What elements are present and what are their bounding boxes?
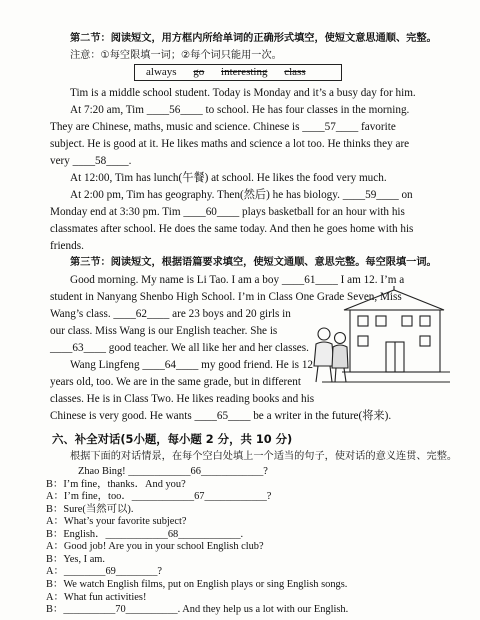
dialogue-text: Zhao Bing! ____________66____________? — [78, 466, 268, 477]
dialogue-line — [46, 479, 186, 491]
s3-line: Good morning. My name is Li Tao. I am a boy ____61____ I am 12. I’m a — [70, 274, 405, 286]
section6-instruction: 根据下面的对话情景，在每个空白处填上一个适当的句子，使对话的意义连贯、完整。 — [70, 451, 458, 462]
word-bank-item: class — [284, 66, 306, 78]
s2-line: friends. — [50, 240, 84, 252]
school-illustration — [302, 286, 452, 394]
speaker-label: A： — [46, 516, 64, 528]
dialogue-text: I’m fine，thanks．And you? — [63, 478, 186, 490]
window-shape — [358, 336, 368, 346]
dialogue-text: What’s your favorite subject? — [63, 516, 187, 528]
dialogue-line — [46, 566, 162, 578]
section2-heading: 第二节：阅读短文，用方框内所给单词的正确形式填空，使短文意思通顺、完整。 — [70, 33, 437, 44]
dialogue-text: Yes, I am. — [63, 553, 105, 565]
dialogue-line — [46, 541, 264, 553]
s2-line: Monday end at 3:30 pm. Tim ____60____ plays basketball for an hour with his — [50, 206, 405, 218]
dialogue-text: ________69________? — [63, 566, 163, 578]
dialogue-text: I’m fine，too．____________67____________? — [63, 491, 272, 503]
dialogue-line — [78, 466, 268, 478]
dialogue-line — [46, 579, 347, 591]
dialogue-line — [46, 504, 133, 516]
speaker-label: B： — [46, 553, 64, 565]
word-bank-item: go — [193, 66, 205, 78]
speaker-label: B： — [46, 578, 64, 590]
section3-heading: 第三节：阅读短文，根据语篇要求填空，使短文通顺、意思完整。每空限填一词。 — [70, 257, 437, 268]
dialogue-line — [46, 554, 105, 566]
speaker-label: A： — [46, 491, 64, 503]
window-shape — [420, 316, 430, 326]
speaker-label: A： — [46, 541, 64, 553]
speaker-label: A： — [46, 591, 64, 603]
s3-line: Wang’s class. ____62____ are 23 boys and 20 girls in — [50, 308, 291, 320]
speaker-label: B： — [46, 478, 64, 490]
word-bank-item: interesting — [221, 66, 268, 78]
dialogue-text: What fun activities! — [63, 591, 147, 603]
dialogue-text: Sure(当然可以). — [63, 503, 134, 515]
section2-note: 注意：①每空限填一词；②每个词只能用一次。 — [70, 50, 282, 61]
dialogue-text: We watch English films, put on English plays or sing English songs. — [63, 578, 348, 590]
s2-line: very ____58____. — [50, 155, 132, 167]
word-bank-item: always — [146, 66, 177, 78]
section6-heading: 六、补全对话(5小题，每小题 2 分，共 10 分) — [52, 432, 293, 446]
word-bank — [146, 66, 320, 78]
s3-line: years old, too. We are in the same grade, but in different — [50, 376, 301, 388]
dialogue-text: __________70__________. And they help us a lot with our English. — [63, 604, 349, 615]
s2-line: classmates after school. He does the same today. And then he goes home with his — [50, 223, 414, 235]
speaker-label: A： — [46, 566, 64, 578]
dialogue-text: English．____________68____________. — [63, 528, 244, 540]
s2-line: At 12:00, Tim has lunch(午餐) at school. He likes the food very much. — [70, 172, 387, 184]
s2-line: subject. He is good at it. He likes maths and science a lot too. He thinks they are — [50, 138, 410, 150]
window-shape — [376, 316, 386, 326]
s3-line: Wang Lingfeng ____64____ my good friend. He is 12 — [70, 359, 314, 371]
s2-line: They are Chinese, maths, music and science. Chinese is ____57____ favorite — [50, 121, 396, 133]
window-shape — [358, 316, 368, 326]
s2-line: Tim is a middle school student. Today is Monday and it’s a busy day for him. — [70, 87, 416, 99]
dialogue-line — [46, 491, 271, 503]
speaker-label: B： — [46, 503, 64, 515]
dialogue-text: Good job! Are you in your school English club? — [63, 541, 264, 553]
speaker-label: B： — [46, 528, 64, 540]
s2-line: At 2:00 pm, Tim has geography. Then(然后) he has biology. ____59____ on — [70, 189, 413, 201]
dialogue-line — [46, 604, 348, 616]
s3-line: classes. He is in Class Two. He likes reading books and his — [50, 393, 315, 405]
s3-line: student in Nanyang Shenbo High School. I’m in Class One Grade Seven, Miss — [50, 291, 402, 303]
s3-line: our class. Miss Wang is our English teacher. She is — [50, 325, 278, 337]
s3-line: Chinese is very good. He wants ____65____ be a writer in the future(将来). — [50, 410, 392, 422]
window-shape — [420, 336, 430, 346]
dialogue-line — [46, 592, 146, 604]
dialogue-line — [46, 516, 187, 528]
s3-line: ____63____ good teacher. We all like her and her classes. — [50, 342, 309, 354]
window-shape — [402, 316, 412, 326]
dialogue-line — [46, 529, 243, 541]
speaker-label: B： — [46, 604, 64, 615]
s2-line: At 7:20 am, Tim ____56____ to school. He has four classes in the morning. — [70, 104, 410, 116]
